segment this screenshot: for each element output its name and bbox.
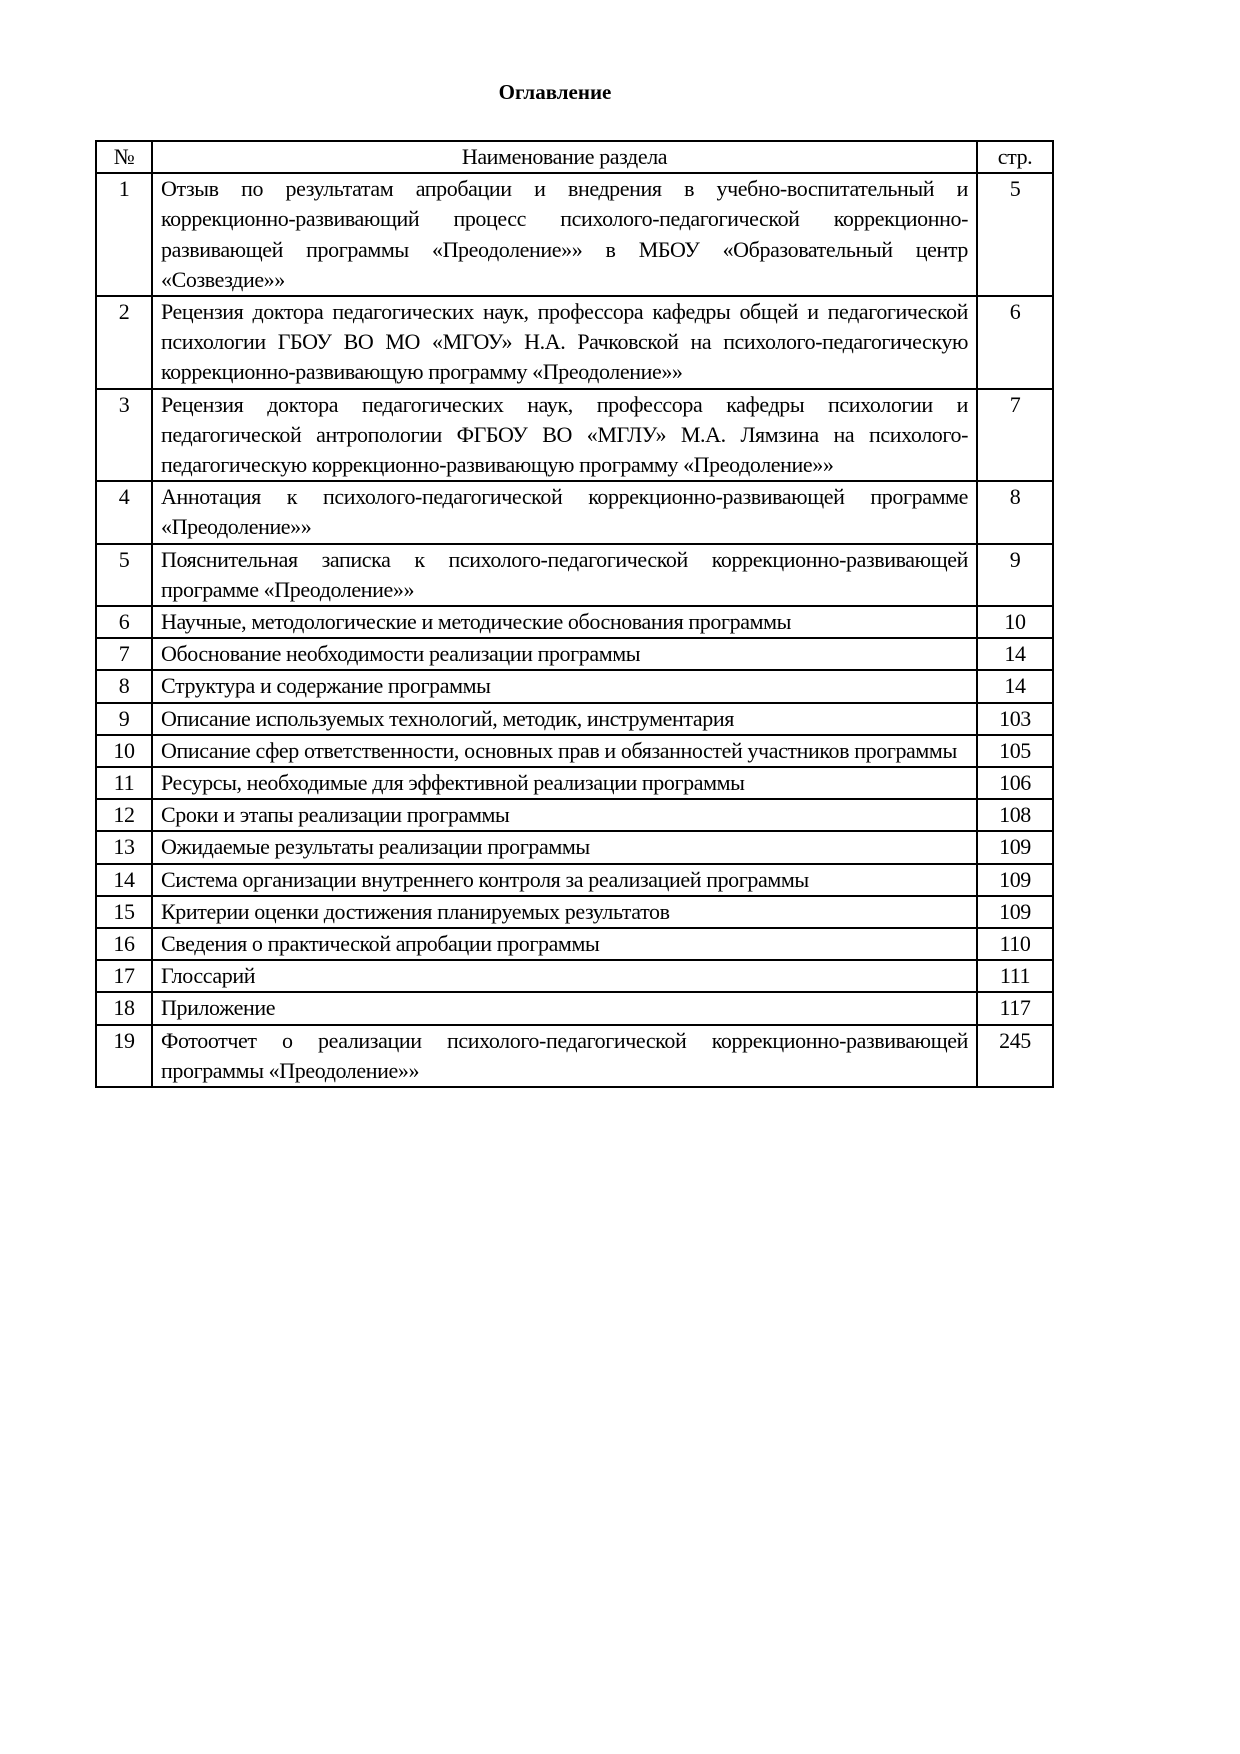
row-number: 14 [96, 864, 152, 896]
page-number: 245 [977, 1025, 1053, 1087]
table-row [96, 389, 1053, 482]
row-number: 7 [96, 638, 152, 670]
page-number: 103 [977, 703, 1053, 735]
section-name: Система организации внутреннего контроля за реализацией программы [152, 864, 977, 896]
table-row [96, 173, 1053, 296]
table-row [96, 703, 1053, 735]
table-row [96, 606, 1053, 638]
row-number: 19 [96, 1025, 152, 1087]
section-name: Ресурсы, необходимые для эффективной реализации программы [152, 767, 977, 799]
table-row [96, 638, 1053, 670]
table-row [96, 864, 1053, 896]
page-number: 105 [977, 735, 1053, 767]
page-number: 10 [977, 606, 1053, 638]
section-name: Аннотация к психолого-педагогической коррекционно-развивающей программе «Преодоление»» [152, 481, 977, 543]
section-name: Пояснительная записка к психолого-педагогической коррекционно-развивающей программе «Преодоление»» [152, 544, 977, 606]
page-number: 111 [977, 960, 1053, 992]
header-page: стр. [977, 141, 1053, 173]
table-row [96, 960, 1053, 992]
section-name: Сведения о практической апробации программы [152, 928, 977, 960]
row-number: 5 [96, 544, 152, 606]
table-row [96, 544, 1053, 606]
section-name: Научные, методологические и методические обоснования программы [152, 606, 977, 638]
section-name: Глоссарий [152, 960, 977, 992]
page-number: 9 [977, 544, 1053, 606]
section-name: Приложение [152, 992, 977, 1024]
row-number: 9 [96, 703, 152, 735]
table-row [96, 831, 1053, 863]
contents-table [95, 140, 1054, 1088]
page-number: 14 [977, 638, 1053, 670]
section-name: Рецензия доктора педагогических наук, профессора кафедры общей и педагогической психологии ГБОУ ВО МО «МГОУ» Н.А. Рачковской на психолого-педагогическую коррекционно-развивающую программу «Преодоление»» [152, 296, 977, 389]
page-number: 106 [977, 767, 1053, 799]
section-name: Описание сфер ответственности, основных прав и обязанностей участников программы [152, 735, 977, 767]
row-number: 16 [96, 928, 152, 960]
table-row [96, 799, 1053, 831]
row-number: 13 [96, 831, 152, 863]
table-row [96, 767, 1053, 799]
page-number: 7 [977, 389, 1053, 482]
row-number: 3 [96, 389, 152, 482]
page-number: 109 [977, 864, 1053, 896]
row-number: 18 [96, 992, 152, 1024]
table-row [96, 1025, 1053, 1087]
page-number: 117 [977, 992, 1053, 1024]
page-number: 108 [977, 799, 1053, 831]
row-number: 15 [96, 896, 152, 928]
table-row [96, 992, 1053, 1024]
row-number: 2 [96, 296, 152, 389]
page-number: 110 [977, 928, 1053, 960]
row-number: 12 [96, 799, 152, 831]
row-number: 8 [96, 670, 152, 702]
section-name: Сроки и этапы реализации программы [152, 799, 977, 831]
section-name: Обоснование необходимости реализации программы [152, 638, 977, 670]
row-number: 4 [96, 481, 152, 543]
row-number: 10 [96, 735, 152, 767]
page-number: 109 [977, 896, 1053, 928]
header-section-name: Наименование раздела [152, 141, 977, 173]
table-row [96, 296, 1053, 389]
table-row [96, 928, 1053, 960]
page-title: Оглавление [498, 80, 612, 104]
row-number: 11 [96, 767, 152, 799]
section-name: Рецензия доктора педагогических наук, профессора кафедры психологии и педагогической антропологии ФГБОУ ВО «МГЛУ» М.А. Лямзина на психолого-педагогическую коррекционно-развивающую программу «Преодоление»» [152, 389, 977, 482]
table-row [96, 670, 1053, 702]
page-number: 5 [977, 173, 1053, 296]
page-number: 14 [977, 670, 1053, 702]
row-number: 17 [96, 960, 152, 992]
page-number: 109 [977, 831, 1053, 863]
section-name: Ожидаемые результаты реализации программы [152, 831, 977, 863]
table-header-row [96, 141, 1053, 173]
section-name: Структура и содержание программы [152, 670, 977, 702]
table-row [96, 896, 1053, 928]
section-name: Фотоотчет о реализации психолого-педагогической коррекционно-развивающей программы «Преодоление»» [152, 1025, 977, 1087]
section-name: Описание используемых технологий, методик, инструментария [152, 703, 977, 735]
row-number: 6 [96, 606, 152, 638]
section-name: Отзыв по результатам апробации и внедрения в учебно-воспитательный и коррекционно-развивающий процесс психолого-педагогической коррекционно-развивающей программы «Преодоление»» в МБОУ «Образовательный центр «Созвездие»» [152, 173, 977, 296]
row-number: 1 [96, 173, 152, 296]
table-row [96, 481, 1053, 543]
page-number: 8 [977, 481, 1053, 543]
header-number: № [96, 141, 152, 173]
table-row [96, 735, 1053, 767]
page-number: 6 [977, 296, 1053, 389]
section-name: Критерии оценки достижения планируемых результатов [152, 896, 977, 928]
